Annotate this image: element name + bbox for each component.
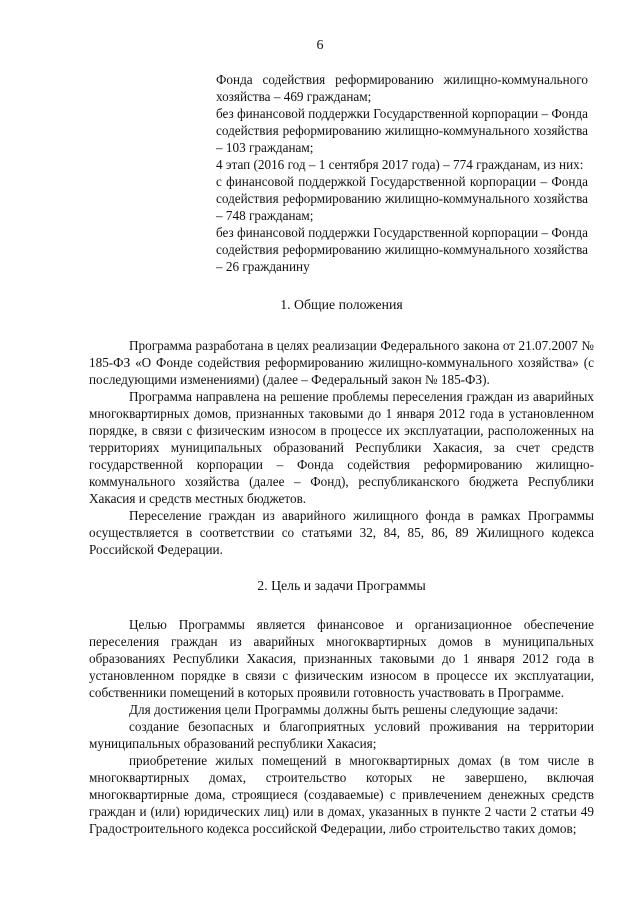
section-heading-goals: 2. Цель и задачи Программы	[257, 578, 426, 593]
paragraph: приобретение жилых помещений в многоквартирных домах (в том числе в многоквартирных домах, строительство которых не завершено, включая многоквартирные дома, строящиеся (создаваемые) с привлечением денежных средств граждан и (или) юридических лиц) или в домах, указанных в пункте 2 части 2 статьи 49 Градостроительного кодекса российской Федерации, либо строительство таких домов;	[89, 753, 594, 836]
paragraph: создание безопасных и благоприятных условий проживания на территории муниципальных образований республики Хакасия;	[89, 719, 594, 751]
paragraph: Для достижения цели Программы должны быть решены следующие задачи:	[129, 702, 559, 717]
text-line: Фонда содействия реформированию жилищно-коммунального хозяйства – 469 гражданам;	[216, 72, 588, 104]
text-line: с финансовой поддержкой Государственной корпорации – Фонда содействия реформированию жилищно-коммунального хозяйства – 748 гражданам;	[216, 174, 588, 223]
continued-text-block	[216, 71, 588, 275]
paragraph: Переселение граждан из аварийного жилищного фонда в рамках Программы осуществляется в соответствии со статьями 32, 84, 85, 86, 89 Жилищного кодекса Российской Федерации.	[89, 508, 594, 557]
text-line: без финансовой поддержки Государственной корпорации – Фонда содействия реформированию жилищно-коммунального хозяйства – 26 гражданину	[216, 225, 588, 274]
section-heading-general: 1. Общие положения	[280, 297, 403, 312]
text-line: 4 этап (2016 год – 1 сентября 2017 года) – 774 гражданам, из них:	[216, 157, 584, 172]
paragraph: Программа разработана в целях реализации Федерального закона от 21.07.2007 № 185-ФЗ «О Фонде содействия реформированию жилищно-коммунального хозяйства» (с последующими изменениями) (далее – Федеральный закон № 185-ФЗ).	[89, 338, 594, 387]
text-line: без финансовой поддержки Государственной корпорации – Фонда содействия реформированию жилищно-коммунального хозяйства – 103 гражданам;	[216, 106, 588, 155]
page-number: 6	[316, 38, 324, 53]
document-body	[89, 296, 594, 837]
paragraph: Целью Программы является финансовое и организационное обеспечение переселения граждан из аварийных многоквартирных домов в муниципальных образованиях Республики Хакасия, признанных таковыми до 1 января 2012 года в установленном порядке в связи с физическим износом в процессе их эксплуатации, собственники помещений в которых проявили готовность участвовать в Программе.	[89, 617, 594, 700]
paragraph: Программа направлена на решение проблемы переселения граждан из аварийных многоквартирных домов, признанных таковыми до 1 января 2012 года в установленном порядке, в связи с физическим износом в процессе их эксплуатации, расположенных на территориях муниципальных образований Республики Хакасия, за счет средств государственной корпорации – Фонда содействия реформированию жилищно-коммунального хозяйства (далее – Фонд), республиканского бюджета Республики Хакасия и средств местных бюджетов.	[89, 389, 594, 506]
